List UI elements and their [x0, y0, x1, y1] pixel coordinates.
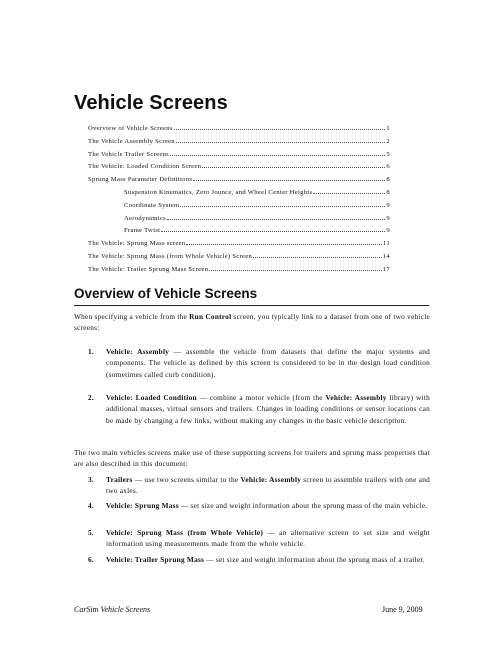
run-control-reference: Run Control: [189, 312, 232, 321]
toc-leader-dots: [209, 265, 382, 271]
toc-entry[interactable]: The Vehicle: Sprung Mass (from Whole Vehicle) Screen 14: [88, 252, 390, 260]
table-of-contents: [88, 124, 390, 278]
toc-entry[interactable]: The Vehicle Assembly Screen 2: [88, 137, 390, 145]
toc-entry[interactable]: Sprung Mass Parameter Definitions 8: [88, 176, 390, 184]
toc-leader-dots: [180, 201, 385, 207]
section-heading: Overview of Vehicle Screens: [74, 286, 258, 301]
toc-entry[interactable]: The Vehicle: Sprung Mass screen 11: [88, 240, 390, 248]
footer-date: June 9, 2009: [382, 605, 423, 614]
list-item: 2. Vehicle: Loaded Condition — combine a motor vehicle (from the Vehicle: Assembly library) with additional masses, virtual sensors and trailers. Changes in loading conditions or sensor locations can be made by changing a few links, without making any changes in the basic vehicle description.: [88, 393, 430, 425]
toc-leader-dots: [174, 124, 386, 130]
toc-subentry[interactable]: Coordinate System 9: [124, 201, 390, 209]
toc-entry[interactable]: The Vehicle: Loaded Condition Screen 6: [88, 163, 390, 171]
toc-leader-dots: [193, 175, 385, 181]
supporting-screens-paragraph: The two main vehicles screens make use of these supporting screens for trailers and sprung mass properties that are also described in this document:: [74, 448, 430, 469]
toc-leader-dots: [186, 239, 382, 245]
list-item: 1. Vehicle: Assembly — assemble the vehicle from datasets that define the major systems and components. The vehicle as defined by this screen is considered to be in the design load condition (sometimes called curb condition).: [88, 347, 431, 379]
toc-entry[interactable]: The Vehicle: Trailer Sprung Mass Screen 17: [88, 265, 390, 273]
section-divider: [74, 305, 429, 306]
document-title: Vehicle Screens: [74, 92, 228, 114]
list-item: 4. Vehicle: Sprung Mass — set size and weight information about the sprung mass of the main vehicle.: [88, 501, 428, 510]
toc-subentry[interactable]: Frame Twist 9: [124, 227, 390, 235]
intro-paragraph: When specifying a vehicle from the Run Control screen, you typically link to a dataset from one of two vehicle screens:: [74, 312, 430, 333]
list-item: 6. Vehicle: Trailer Sprung Mass — set size and weight information about the sprung mass of a trailer.: [88, 555, 425, 564]
toc-subentry[interactable]: Suspension Kinematics, Zero Jounce, and Wheel Center Heights 8: [124, 188, 390, 196]
toc-leader-dots: [313, 188, 385, 194]
toc-entry[interactable]: Overview of Vehicle Screens 1: [88, 125, 390, 132]
toc-entry[interactable]: The Vehicle Trailer Screens 5: [88, 150, 390, 158]
toc-subentry[interactable]: Aerodynamics 9: [124, 214, 390, 222]
toc-leader-dots: [202, 162, 385, 168]
toc-leader-dots: [253, 252, 382, 258]
toc-leader-dots: [167, 214, 385, 220]
list-item: 3. Trailers — use two screens similar to the Vehicle: Assembly screen to assemble trailers with one and two axles.: [88, 475, 430, 496]
toc-leader-dots: [170, 150, 385, 156]
footer-document-name: CarSim Vehicle Screens: [74, 605, 151, 614]
list-item: 5. Vehicle: Sprung Mass (from Whole Vehicle) — an alternative screen to set size and weight information using measurements made from the whole vehicle.: [88, 528, 430, 549]
toc-leader-dots: [176, 137, 385, 143]
toc-leader-dots: [161, 226, 385, 232]
